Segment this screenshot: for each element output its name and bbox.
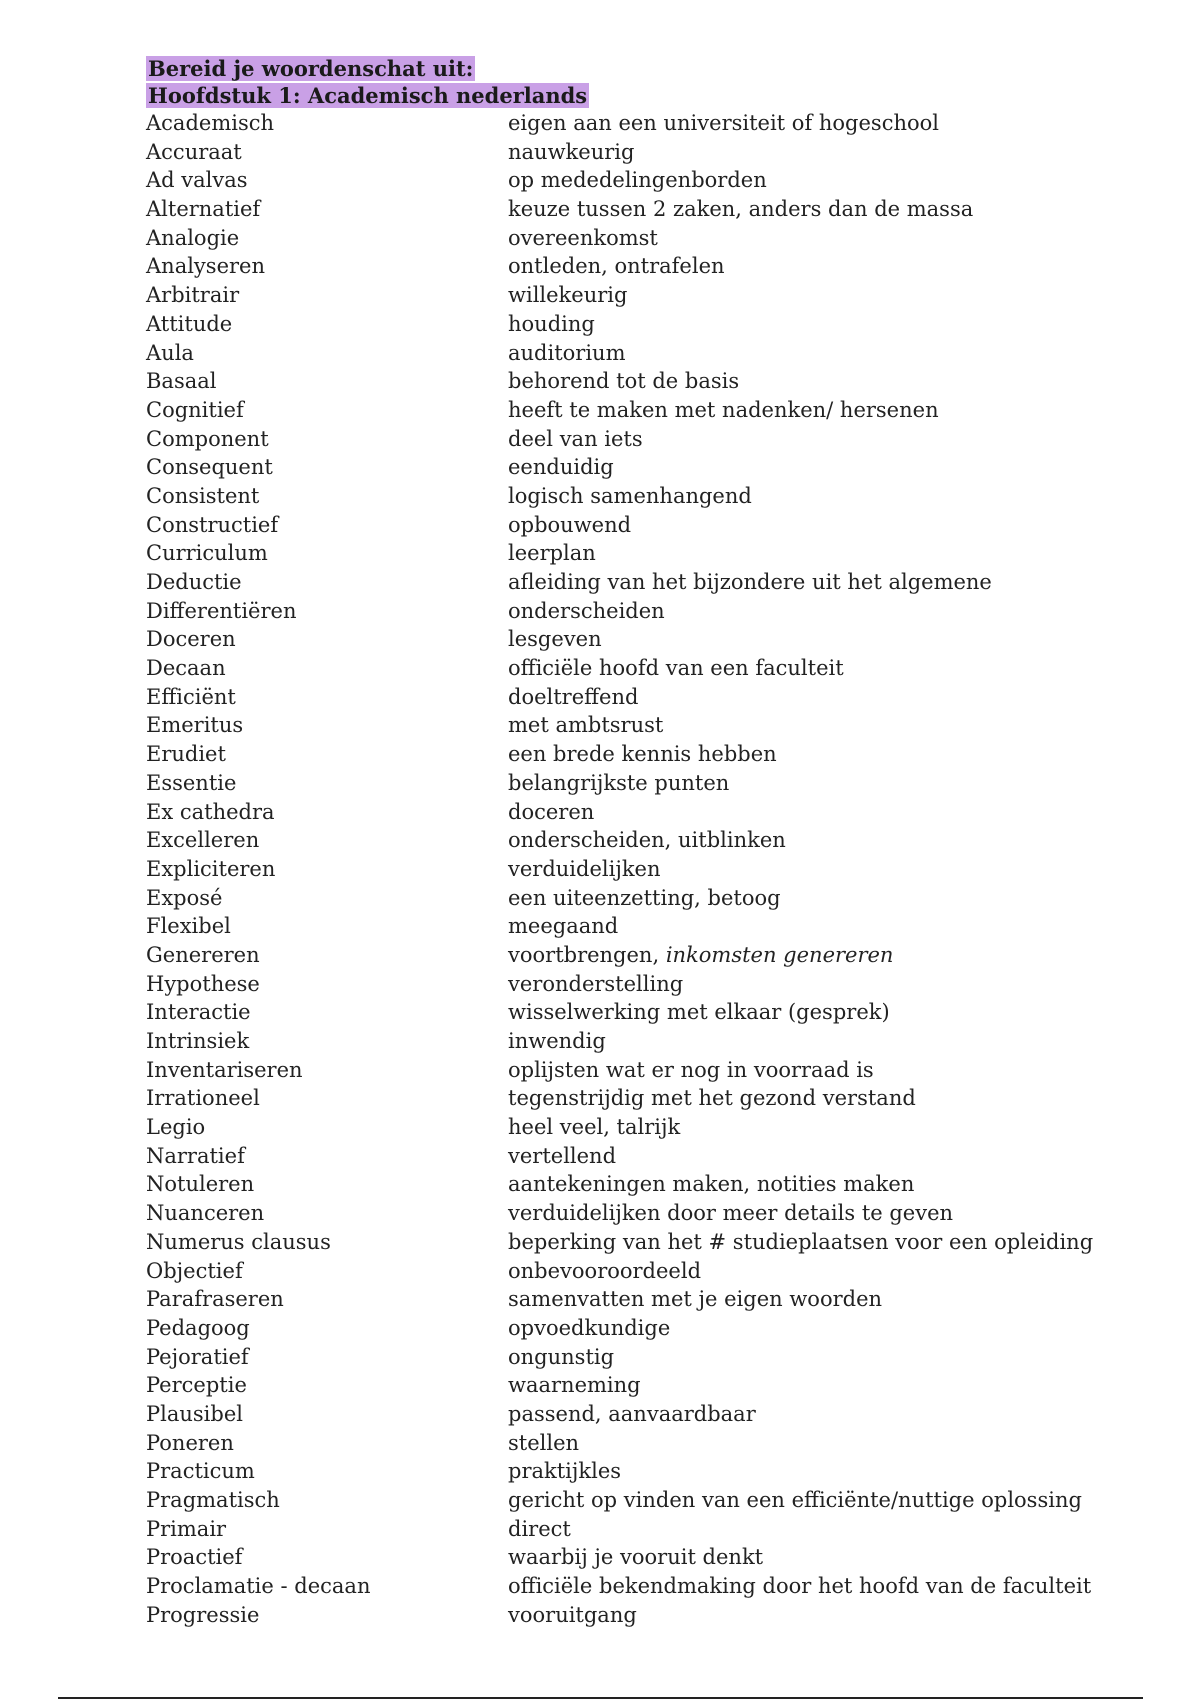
vocab-row [146,597,1146,626]
vocab-term: Parafraseren [146,1287,284,1312]
chapter-heading [146,82,1146,109]
vocab-row [146,425,1146,454]
vocab-definition [508,1400,1146,1429]
vocab-definition-text: veronderstelling [508,971,684,996]
vocab-row [146,1084,1146,1113]
vocab-definition-text: oplijsten wat er nog in voorraad is [508,1057,874,1082]
vocab-row [146,1400,1146,1429]
vocab-definition [508,941,1146,970]
vocab-row [146,654,1146,683]
vocab-row [146,625,1146,654]
vocab-row [146,109,1146,138]
vocab-row [146,1257,1146,1286]
vocab-row [146,855,1146,884]
vocab-term: Poneren [146,1430,234,1455]
vocab-term: Pejoratief [146,1344,249,1369]
vocab-definition-text: verduidelijken [508,856,661,881]
vocab-definition-text: ongunstig [508,1344,615,1369]
vocab-row [146,1457,1146,1486]
vocab-row [146,1486,1146,1515]
vocab-term: Arbitrair [146,283,240,308]
vocab-term: Emeritus [146,713,244,738]
vocab-row [146,482,1146,511]
vocab-row [146,568,1146,597]
vocab-definition [508,597,1146,626]
vocab-definition-text: deel van iets [508,426,643,451]
vocab-definition [508,884,1146,913]
vocab-definition [508,1142,1146,1171]
vocab-definition [508,625,1146,654]
vocab-definition-text: leerplan [508,541,596,566]
vocab-definition-text: direct [508,1516,571,1541]
vocab-row [146,396,1146,425]
vocab-term: Plausibel [146,1401,243,1426]
vocab-term: Practicum [146,1459,255,1484]
vocab-definition [508,798,1146,827]
vocab-definition [508,568,1146,597]
vocab-definition-text: passend, aanvaardbaar [508,1401,756,1426]
vocab-row [146,1371,1146,1400]
vocab-term: Legio [146,1115,206,1140]
vocab-row [146,1314,1146,1343]
vocab-definition-text: logisch samenhangend [508,483,752,508]
vocab-definition [508,1056,1146,1085]
vocab-definition [508,1314,1146,1343]
vocab-definition-text: doceren [508,799,595,824]
vocab-definition-text: afleiding van het bijzondere uit het algemene [508,570,992,594]
vocab-definition-text: voortbrengen, [508,942,666,967]
vocab-row [146,1056,1146,1085]
vocab-term: Proclamatie - decaan [146,1574,371,1599]
vocab-definition-text: eigen aan een universiteit of hogeschool [508,111,939,135]
vocab-definition [508,1429,1146,1458]
vocab-definition [508,1257,1146,1286]
vocab-term: Excelleren [146,828,260,853]
vocab-row [146,1515,1146,1544]
vocab-term: Cognitief [146,397,244,422]
vocab-definition-text: opvoedkundige [508,1315,671,1340]
vocab-definition-text: vertellend [508,1143,617,1168]
vocab-definition-text: aantekeningen maken, notities maken [508,1172,915,1197]
vocab-definition-text: keuze tussen 2 zaken, anders dan de massa [508,197,974,222]
vocab-row [146,1343,1146,1372]
vocab-definition [508,166,1146,195]
vocab-term: Pragmatisch [146,1488,280,1512]
vocab-definition-text: heel veel, talrijk [508,1115,681,1140]
vocab-definition [508,654,1146,683]
vocab-row [146,281,1146,310]
vocab-definition-text: op mededelingenborden [508,168,767,193]
vocab-term: Perceptie [146,1373,247,1398]
vocab-definition-text: belangrijkste punten [508,770,730,795]
vocab-definition [508,1371,1146,1400]
vocab-row [146,1199,1146,1228]
vocab-row [146,339,1146,368]
vocab-row [146,224,1146,253]
vocab-definition [508,1113,1146,1142]
vocab-term: Intrinsiek [146,1029,250,1053]
vocab-definition-text: gericht op vinden van een efficiënte/nuttige oplossing [508,1488,1082,1512]
vocab-definition-text: onderscheiden [508,598,665,623]
vocab-row [146,1285,1146,1314]
vocab-definition [508,1170,1146,1199]
vocab-definition-text: beperking van het # studieplaatsen voor een opleiding [508,1229,1094,1254]
document-title [146,55,1146,82]
vocab-definition [508,683,1146,712]
vocab-row [146,1429,1146,1458]
vocab-definition-text: meegaand [508,914,619,939]
vocab-definition-text: officiële hoofd van een faculteit [508,656,844,681]
vocab-definition [508,224,1146,253]
vocab-definition [508,1228,1146,1257]
vocab-term: Constructief [146,512,279,537]
vocab-term: Numerus clausus [146,1229,331,1254]
vocab-row [146,367,1146,396]
vocabulary-list [146,109,1146,1629]
vocab-definition-text: verduidelijken door meer details te geven [508,1201,954,1226]
vocab-definition [508,252,1146,281]
vocab-definition [508,367,1146,396]
vocab-row [146,138,1146,167]
vocab-term: Component [146,426,269,451]
vocab-term: Analyseren [146,254,265,279]
vocab-row [146,1170,1146,1199]
vocab-definition-text: eenduidig [508,455,614,480]
vocab-row [146,711,1146,740]
vocab-definition [508,310,1146,339]
vocab-row [146,252,1146,281]
vocab-definition-text: vooruitgang [508,1602,637,1627]
vocab-term: Nuanceren [146,1201,265,1226]
vocab-term: Erudiet [146,742,226,767]
vocab-term: Progressie [146,1602,260,1627]
vocab-row [146,884,1146,913]
vocab-definition [508,1343,1146,1372]
vocab-row [146,740,1146,769]
title-highlight: Bereid je woordenschat uit: [148,56,474,81]
vocab-term: Essentie [146,770,237,795]
vocab-row [146,1543,1146,1572]
vocab-term: Hypothese [146,971,260,996]
vocab-definition [508,855,1146,884]
vocab-term: Expliciteren [146,856,276,881]
vocab-definition-text: ontleden, ontrafelen [508,254,725,279]
vocab-definition [508,769,1146,798]
vocab-row [146,683,1146,712]
vocab-definition [508,1572,1146,1601]
vocab-definition [508,1084,1146,1113]
vocab-definition [508,740,1146,769]
vocab-term: Pedagoog [146,1315,250,1340]
vocab-term: Interactie [146,1000,251,1025]
vocab-term: Narratief [146,1143,245,1168]
vocab-definition-text: nauwkeurig [508,139,635,164]
vocab-term: Attitude [146,311,233,336]
vocab-term: Curriculum [146,541,268,566]
vocab-term: Objectief [146,1258,243,1283]
vocab-definition [508,539,1146,568]
vocab-definition [508,1199,1146,1228]
vocab-definition-text: met ambtsrust [508,713,664,738]
vocab-definition-text: willekeurig [508,283,628,308]
vocab-definition-text: heeft te maken met nadenken/ hersenen [508,397,939,422]
vocab-definition [508,138,1146,167]
vocab-definition [508,511,1146,540]
vocab-definition-text: waarbij je vooruit denkt [508,1545,764,1570]
vocab-term: Decaan [146,656,226,681]
vocab-definition-text: auditorium [508,340,626,365]
vocab-definition-text: lesgeven [508,627,602,652]
vocab-definition [508,711,1146,740]
vocab-row [146,941,1146,970]
vocab-definition-text: inwendig [508,1029,606,1053]
vocab-term: Proactief [146,1545,243,1570]
vocab-definition [508,425,1146,454]
vocab-row [146,539,1146,568]
vocab-definition-text: stellen [508,1430,580,1455]
vocab-term: Ex cathedra [146,799,275,824]
vocab-row [146,1142,1146,1171]
vocab-row [146,1113,1146,1142]
vocab-term: Doceren [146,627,236,652]
vocab-row [146,1027,1146,1056]
vocab-term: Efficiënt [146,684,236,709]
vocab-term: Accuraat [146,139,242,164]
vocab-definition [508,826,1146,855]
vocab-term: Ad valvas [146,168,248,193]
vocab-definition-text: opbouwend [508,512,632,537]
vocab-definition-text: officiële bekendmaking door het hoofd van de faculteit [508,1574,1092,1599]
vocab-term: Consistent [146,483,260,508]
vocab-row [146,195,1146,224]
vocab-definition-text: overeenkomst [508,225,658,250]
vocab-term: Differentiëren [146,598,297,623]
vocab-definition [508,1457,1146,1486]
vocab-definition-text: praktijkles [508,1459,622,1484]
vocab-term: Alternatief [146,197,261,222]
page-bottom-divider [58,1697,1143,1699]
vocab-definition-text: doeltreffend [508,684,639,709]
vocab-definition [508,912,1146,941]
vocab-row [146,511,1146,540]
vocab-definition-text: onderscheiden, uitblinken [508,828,786,853]
vocab-term: Genereren [146,942,260,967]
vocab-definition-text: waarneming [508,1373,641,1398]
chapter-highlight: Hoofdstuk 1: Academisch nederlands [148,83,588,108]
vocab-definition [508,396,1146,425]
vocab-definition-text: behorend tot de basis [508,369,740,394]
vocab-definition [508,281,1146,310]
vocab-term: Basaal [146,369,217,394]
vocab-definition [508,1601,1146,1630]
vocab-row [146,453,1146,482]
vocab-term: Inventariseren [146,1057,303,1082]
vocab-definition-text: een brede kennis hebben [508,742,777,767]
vocab-term: Consequent [146,455,273,480]
vocab-term: Irrationeel [146,1086,260,1111]
vocab-row [146,310,1146,339]
document-page [146,55,1146,1629]
vocab-definition [508,1543,1146,1572]
vocab-row [146,998,1146,1027]
vocab-row [146,769,1146,798]
vocab-definition [508,195,1146,224]
vocab-row [146,1228,1146,1257]
vocab-row [146,970,1146,999]
vocab-definition [508,998,1146,1027]
vocab-row [146,166,1146,195]
vocab-term: Notuleren [146,1172,255,1197]
vocab-term: Analogie [146,225,240,250]
vocab-definition [508,1515,1146,1544]
vocab-definition [508,339,1146,368]
vocab-definition [508,453,1146,482]
vocab-row [146,1601,1146,1630]
vocab-term: Deductie [146,570,242,594]
vocab-term: Flexibel [146,914,231,939]
vocab-definition-text: tegenstrijdig met het gezond verstand [508,1086,916,1111]
vocab-definition [508,109,1146,138]
vocab-row [146,798,1146,827]
vocab-row [146,1572,1146,1601]
vocab-term: Aula [146,340,194,365]
vocab-definition-text: samenvatten met je eigen woorden [508,1287,883,1312]
vocab-row [146,826,1146,855]
vocab-term: Academisch [146,111,275,135]
vocab-definition [508,1486,1146,1515]
vocab-definition [508,482,1146,511]
vocab-definition-text: houding [508,311,595,336]
vocab-definition [508,970,1146,999]
vocab-definition-text: wisselwerking met elkaar (gesprek) [508,1000,890,1025]
vocab-definition-example: inkomsten genereren [665,942,894,967]
vocab-definition [508,1285,1146,1314]
vocab-term: Exposé [146,885,223,910]
vocab-definition-text: onbevooroordeeld [508,1258,702,1283]
vocab-definition [508,1027,1146,1056]
vocab-definition-text: een uiteenzetting, betoog [508,885,781,910]
vocab-term: Primair [146,1516,227,1541]
vocab-row [146,912,1146,941]
